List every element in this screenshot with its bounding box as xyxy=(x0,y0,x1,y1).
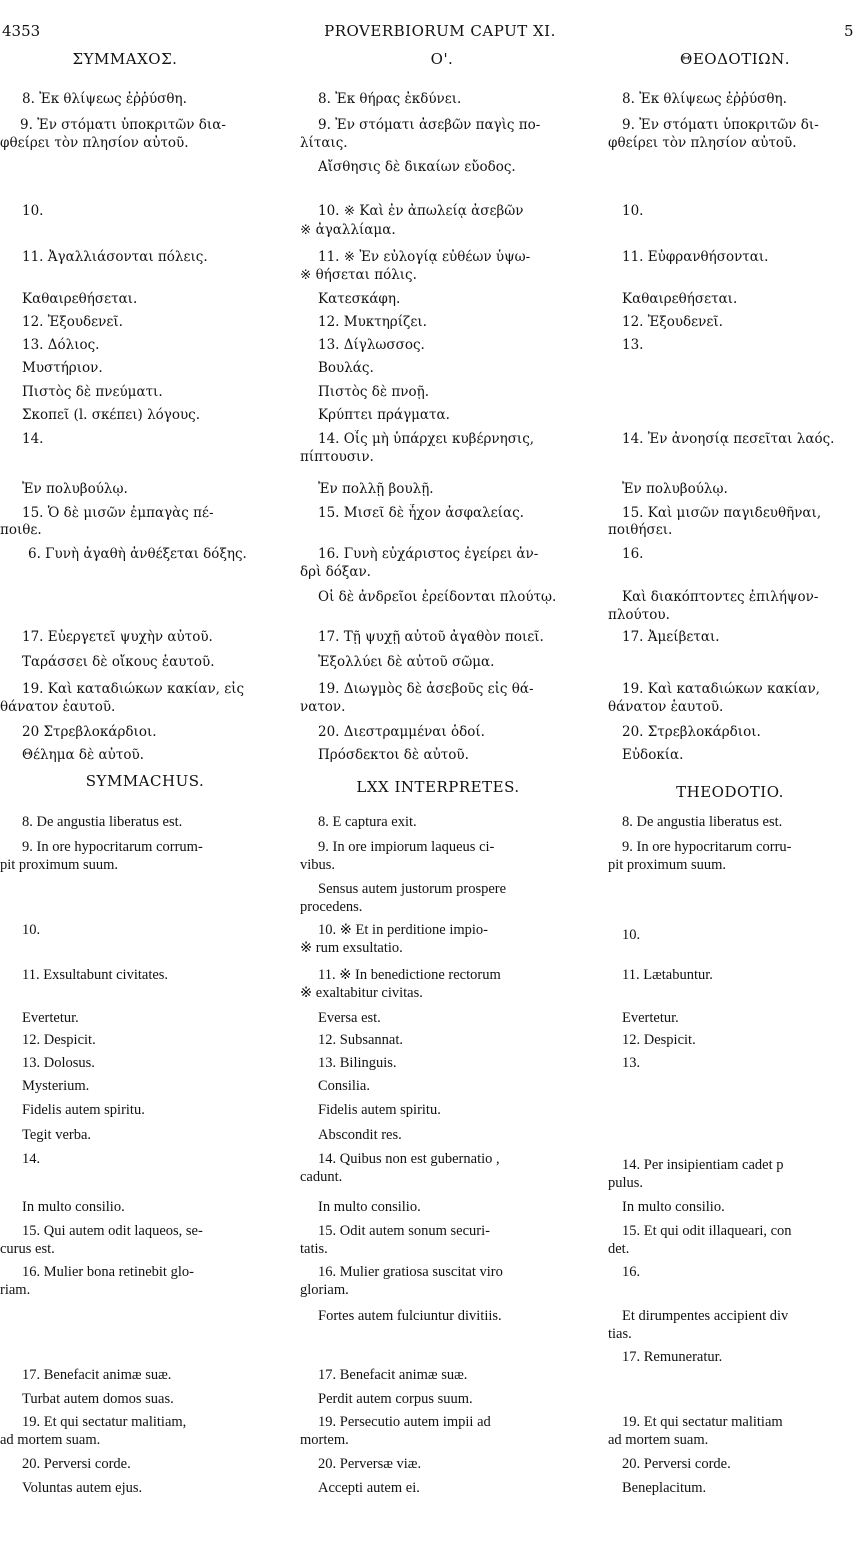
verse-line: ποιθήσει. xyxy=(608,522,673,538)
verse-line: Abscondit res. xyxy=(318,1127,402,1143)
verse-line: θάνατον ἑαυτοῦ. xyxy=(0,699,116,715)
verse-line: φθείρει τὸν πλησίον αὐτοῦ. xyxy=(608,135,797,151)
verse-line: Μυστήριον. xyxy=(22,360,103,376)
verse-line: 14. Per insipientiam cadet p xyxy=(622,1157,784,1173)
verse-line: 10. xyxy=(622,203,644,219)
verse-line: Beneplacitum. xyxy=(622,1480,707,1496)
page-title: PROVERBIORUM CAPUT XI. xyxy=(324,22,556,40)
verse-line: Κατεσκάφη. xyxy=(318,291,401,307)
verse-line: 17. Εὐεργετεῖ ψυχὴν αὐτοῦ. xyxy=(22,629,213,645)
verse-line: Θέλημα δὲ αὐτοῦ. xyxy=(22,747,144,763)
verse-line: 13. xyxy=(622,337,644,353)
verse-line: 9. In ore hypocritarum corrum- xyxy=(22,839,203,855)
verse-line: 8. Ἐκ θλίψεως ἐῤῥύσθη. xyxy=(22,91,187,107)
verse-line: 8. E captura exit. xyxy=(318,814,417,830)
verse-line: 10. xyxy=(22,922,41,938)
greek-symmachus-column xyxy=(0,50,292,82)
verse-line: In multo consilio. xyxy=(22,1199,125,1215)
verse-line: 20. Στρεβλοκάρδιοι. xyxy=(622,724,761,740)
verse-line: 17. Remuneratur. xyxy=(622,1349,723,1365)
verse-line: 13. Δίγλωσσος. xyxy=(318,337,425,353)
verse-line: riam. xyxy=(0,1282,31,1298)
verse-line: 6. Γυνὴ ἀγαθὴ ἀνθέξεται δόξης. xyxy=(28,546,247,562)
verse-line: ※ exaltabitur civitas. xyxy=(300,985,423,1001)
verse-line: vibus. xyxy=(300,857,336,873)
verse-line: gloriam. xyxy=(300,1282,349,1298)
column-heading: Ο'. xyxy=(430,50,454,68)
verse-line: 11. Lætabuntur. xyxy=(622,967,713,983)
verse-line: cadunt. xyxy=(300,1169,343,1185)
verse-line: mortem. xyxy=(300,1432,349,1448)
verse-line: pit proximum suum. xyxy=(0,857,119,873)
verse-line: Turbat autem domos suas. xyxy=(22,1391,174,1407)
verse-line: Κρύπτει πράγματα. xyxy=(318,407,450,423)
verse-line: 20 Στρεβλοκάρδιοι. xyxy=(22,724,157,740)
verse-line: 11. Ἀγαλλιάσονται πόλεις. xyxy=(22,249,208,265)
verse-line: 10. ※ Καὶ ἐν ἀπωλείᾳ ἀσεβῶν xyxy=(318,203,524,219)
verse-line: Ἐν πολλῇ βουλῇ. xyxy=(318,481,434,497)
greek-theodotion-column xyxy=(610,50,855,82)
latin-lxx-heading: LXX INTERPRETES. xyxy=(356,778,520,796)
verse-line: 10. xyxy=(22,203,44,219)
verse-line: Tegit verba. xyxy=(22,1127,92,1143)
verse-line: Σκοπεῖ (l. σκέπει) λόγους. xyxy=(22,407,201,423)
verse-line: 19. Καὶ καταδιώκων κακίαν, xyxy=(622,681,820,697)
verse-line: 14. Quibus non est gubernatio , xyxy=(318,1151,500,1167)
verse-line: 20. Perversi corde. xyxy=(622,1456,731,1472)
verse-line: 11. ※ Ἐν εὐλογίᾳ εὐθέων ὑψω- xyxy=(318,249,531,265)
verse-line: Βουλάς. xyxy=(318,360,374,376)
verse-line: φθείρει τὸν πλησίον αὐτοῦ. xyxy=(0,135,189,151)
verse-line: curus est. xyxy=(0,1241,55,1257)
verse-line: Ἐξολλύει δὲ αὐτοῦ σῶμα. xyxy=(318,654,495,670)
verse-line: ※ ἀγαλλίαμα. xyxy=(300,222,396,238)
verse-line: 12. Μυκτηρίζει. xyxy=(318,314,427,330)
latin-symmachus-heading: SYMMACHUS. xyxy=(85,772,205,790)
verse-line: 9. In ore hypocritarum corru- xyxy=(622,839,792,855)
verse-line: Evertetur. xyxy=(622,1010,679,1026)
verse-line: det. xyxy=(608,1241,630,1257)
verse-line: 8. Ἐκ θλίψεως ἐῤῥύσθη. xyxy=(622,91,787,107)
verse-line: 20. Perversæ viæ. xyxy=(318,1456,422,1472)
verse-line: Ταράσσει δὲ οἴκους ἑαυτοῦ. xyxy=(22,654,215,670)
verse-line: pit proximum suum. xyxy=(608,857,727,873)
verse-line: Εὐδοκία. xyxy=(622,747,684,763)
verse-line: 16. Γυνὴ εὐχάριστος ἐγείρει ἀν- xyxy=(318,546,539,562)
verse-line: 9. Ἐν στόματι ὑποκριτῶν δι- xyxy=(622,117,819,133)
verse-line: Καθαιρεθήσεται. xyxy=(622,291,738,307)
verse-line: 15. Et qui odit illaqueari, con xyxy=(622,1223,792,1239)
verse-line: procedens. xyxy=(300,899,363,915)
verse-line: Αἴσθησις δὲ δικαίων εὔοδος. xyxy=(318,159,516,175)
verse-line: ※ rum exsultatio. xyxy=(300,940,403,956)
verse-line: Voluntas autem ejus. xyxy=(22,1480,143,1496)
verse-line: 9. In ore impiorum laqueus ci- xyxy=(318,839,495,855)
verse-line: Et dirumpentes accipient div xyxy=(622,1308,789,1324)
verse-line: Οἱ δὲ ἀνδρεῖοι ἐρείδονται πλούτῳ. xyxy=(318,589,557,605)
verse-line: 14. Οἷς μὴ ὑπάρχει κυβέρνησις, xyxy=(318,431,535,447)
verse-line: 19. Διωγμὸς δὲ ἀσεβοῦς εἰς θά- xyxy=(318,681,534,697)
verse-line: 14. xyxy=(22,1151,41,1167)
verse-line: 11. Εὐφρανθήσονται. xyxy=(622,249,769,265)
verse-line: 15. Odit autem sonum securi- xyxy=(318,1223,490,1239)
verse-line: 12. Subsannat. xyxy=(318,1032,403,1048)
verse-line: Ἐν πολυβούλῳ. xyxy=(22,481,128,497)
verse-line: 15. Μισεῖ δὲ ἦχον ἀσφαλείας. xyxy=(318,505,524,521)
verse-line: Sensus autem justorum prospere xyxy=(318,881,507,897)
verse-line: tias. xyxy=(608,1326,632,1342)
column-heading: ΘΕΟΔΟΤΙΩΝ. xyxy=(680,50,790,68)
verse-line: πλούτου. xyxy=(608,607,670,623)
verse-line: Πιστὸς δὲ πνεύματι. xyxy=(22,384,163,400)
verse-line: 17. Benefacit animæ suæ. xyxy=(318,1367,468,1383)
verse-line: 10. ※ Et in perditione impio- xyxy=(318,922,489,938)
verse-line: Fortes autem fulciuntur divitiis. xyxy=(318,1308,502,1324)
verse-line: 16. xyxy=(622,546,644,562)
verse-line: 14. Ἐν ἀνοησίᾳ πεσεῖται λαός. xyxy=(622,431,835,447)
verse-line: ποιθε. xyxy=(0,522,42,538)
verse-line: 14. xyxy=(22,431,44,447)
verse-line: pulus. xyxy=(608,1175,644,1191)
verse-line: In multo consilio. xyxy=(622,1199,725,1215)
verse-line: 10. xyxy=(622,927,641,943)
verse-line: Consilia. xyxy=(318,1078,370,1094)
verse-line: 17. Ἀμείβεται. xyxy=(622,629,720,645)
column-heading: ΣΥΜΜΑΧΟΣ. xyxy=(72,50,178,68)
verse-line: 12. Ἐξουδενεῖ. xyxy=(622,314,723,330)
verse-line: 11. Exsultabunt civitates. xyxy=(22,967,169,983)
verse-line: 12. Ἐξουδενεῖ. xyxy=(22,314,123,330)
verse-line: Mysterium. xyxy=(22,1078,90,1094)
verse-line: Καθαιρεθήσεται. xyxy=(22,291,138,307)
verse-line: 19. Et qui sectatur malitiam xyxy=(622,1414,783,1430)
verse-line: tatis. xyxy=(300,1241,328,1257)
verse-line: 19. Καὶ καταδιώκων κακίαν, εἰς xyxy=(22,681,245,697)
verse-line: 17. Benefacit animæ suæ. xyxy=(22,1367,172,1383)
verse-line: 11. ※ In benedictione rectorum xyxy=(318,967,501,983)
verse-line: νατον. xyxy=(300,699,346,715)
verse-line: 8. Ἐκ θήρας ἐκδύνει. xyxy=(318,91,462,107)
verse-line: 16. xyxy=(622,1264,641,1280)
verse-line: Perdit autem corpus suum. xyxy=(318,1391,473,1407)
verse-line: 15. Καὶ μισῶν παγιδευθῆναι, xyxy=(622,505,822,521)
verse-line: 17. Τῇ ψυχῇ αὐτοῦ ἀγαθὸν ποιεῖ. xyxy=(318,629,544,645)
page-number: 4353 xyxy=(2,22,41,40)
verse-line: 8. De angustia liberatus est. xyxy=(622,814,783,830)
verse-line: 9. Ἐν στόματι ὑποκριτῶν δια- xyxy=(20,117,226,133)
verse-line: Fidelis autem spiritu. xyxy=(22,1102,145,1118)
verse-line: Accepti autem ei. xyxy=(318,1480,420,1496)
verse-line: 16. Mulier gratiosa suscitat viro xyxy=(318,1264,503,1280)
verse-line: πίπτουσιν. xyxy=(300,449,374,465)
verse-line: ※ θήσεται πόλις. xyxy=(300,267,417,283)
page-edge-mark: 5 xyxy=(844,22,854,40)
latin-theodotion-heading: THEODOTIO. xyxy=(676,783,784,801)
verse-line: 12. Despicit. xyxy=(22,1032,96,1048)
verse-line: In multo consilio. xyxy=(318,1199,421,1215)
verse-line: Ἐν πολυβούλῳ. xyxy=(622,481,728,497)
verse-line: Evertetur. xyxy=(22,1010,79,1026)
verse-line: 15. Qui autem odit laqueos, se- xyxy=(22,1223,203,1239)
verse-line: ad mortem suam. xyxy=(608,1432,709,1448)
verse-line: ad mortem suam. xyxy=(0,1432,101,1448)
verse-line: 20. Διεστραμμέναι ὁδοί. xyxy=(318,724,485,740)
verse-line: λίταις. xyxy=(300,135,348,151)
verse-line: θάνατον ἑαυτοῦ. xyxy=(608,699,724,715)
verse-line: Πιστὸς δὲ πνοῇ. xyxy=(318,384,429,400)
verse-line: Καὶ διακόπτοντες ἐπιλήψον- xyxy=(622,589,819,605)
greek-lxx-column xyxy=(302,50,602,82)
verse-line: Fidelis autem spiritu. xyxy=(318,1102,441,1118)
verse-line: 15. Ὁ δὲ μισῶν ἐμπαγὰς πέ- xyxy=(22,505,214,521)
verse-line: 12. Despicit. xyxy=(622,1032,696,1048)
verse-line: 16. Mulier bona retinebit glo- xyxy=(22,1264,194,1280)
verse-line: 13. Bilinguis. xyxy=(318,1055,397,1071)
verse-line: δρὶ δόξαν. xyxy=(300,564,371,580)
verse-line: 9. Ἐν στόματι ἀσεβῶν παγὶς πο- xyxy=(318,117,541,133)
verse-line: 19. Et qui sectatur malitiam, xyxy=(22,1414,187,1430)
verse-line: Eversa est. xyxy=(318,1010,381,1026)
page-header xyxy=(0,22,855,44)
verse-line: Πρόσδεκτοι δὲ αὐτοῦ. xyxy=(318,747,469,763)
verse-line: 19. Persecutio autem impii ad xyxy=(318,1414,491,1430)
verse-line: 8. De angustia liberatus est. xyxy=(22,814,183,830)
verse-line: 13. xyxy=(622,1055,641,1071)
verse-line: 13. Δόλιος. xyxy=(22,337,100,353)
verse-line: 20. Perversi corde. xyxy=(22,1456,131,1472)
verse-line: 13. Dolosus. xyxy=(22,1055,95,1071)
